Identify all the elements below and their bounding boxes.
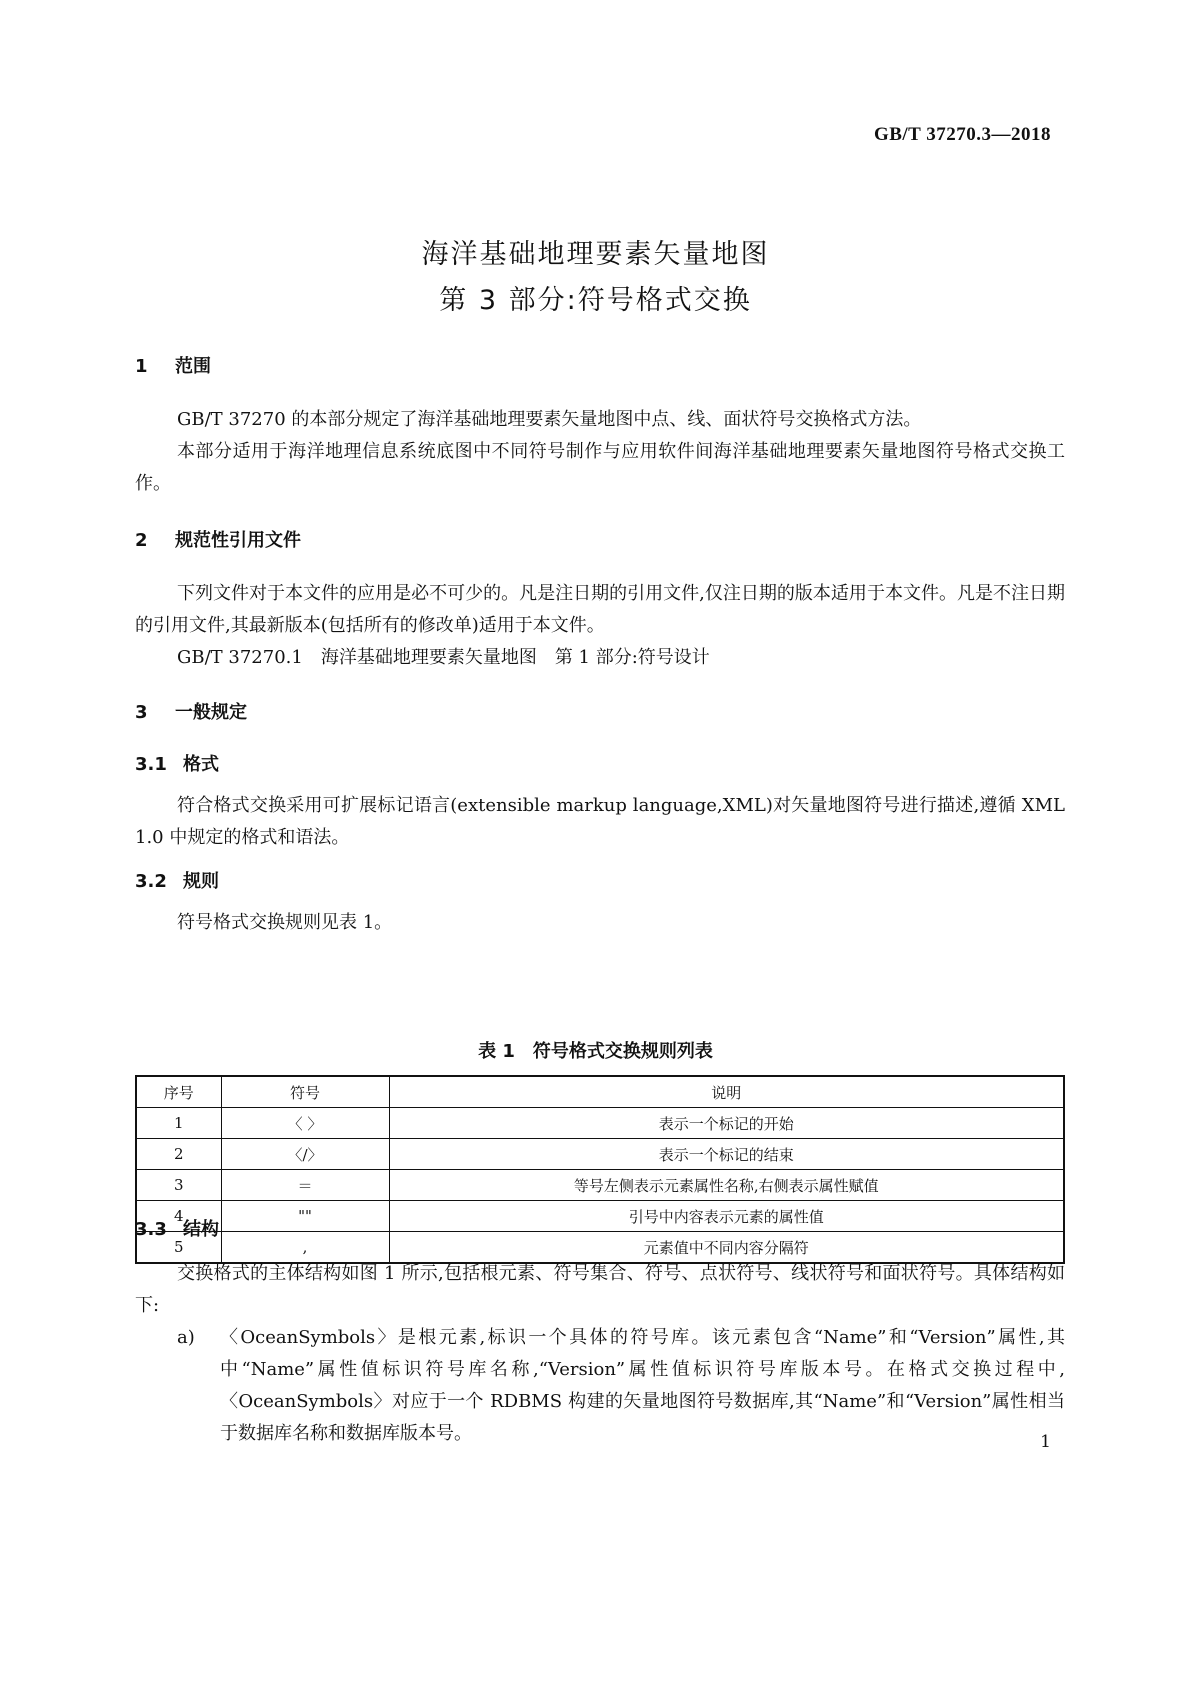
section-3-1-heading: [135, 750, 219, 776]
table-cell: 1: [136, 1108, 221, 1139]
section-title: 一般规定: [175, 702, 247, 723]
table-cell: 4: [136, 1201, 221, 1232]
rules-table: [135, 1075, 1065, 1264]
section-number: 1: [135, 356, 148, 377]
section-1-paragraph-1: GB/T 37270 的本部分规定了海洋基础地理要素矢量地图中点、线、面状符号交换格式方法。: [177, 409, 922, 430]
section-number: 3.3: [135, 1219, 167, 1240]
document-title: 海洋基础地理要素矢量地图: [421, 239, 770, 270]
section-title: 结构: [183, 1219, 219, 1240]
table-cell: ＝: [221, 1170, 389, 1201]
table-cell: 表示一个标记的结束: [389, 1139, 1064, 1170]
section-3-1-paragraph: 符合格式交换采用可扩展标记语言(extensible markup language,XML)对矢量地图符号进行描述,遵循 XML 1.0 中规定的格式和语法。: [135, 795, 1065, 848]
document-subtitle: 第 3 部分:符号格式交换: [439, 285, 752, 316]
section-1-heading: [135, 352, 211, 378]
section-title: 规则: [183, 871, 219, 892]
list-marker: a): [177, 1327, 195, 1348]
section-2-reference: GB/T 37270.1 海洋基础地理要素矢量地图 第 1 部分:符号设计: [177, 647, 710, 668]
column-header: 序号: [136, 1076, 221, 1108]
list-item-text: 〈OceanSymbols〉是根元素,标识一个具体的符号库。该元素包含“Name”和“Version”属性,其中“Name”属性值标识符号库名称,“Version”属性值标识符号库版本号。在格式交换过程中,〈OceanSymbols〉对应于一个 RDBMS 构建的矢量地图符号数据库,其“Name”和“Version”属性相当于数据库名称和数据库版本号。: [220, 1327, 1065, 1444]
section-3-2-paragraph: 符号格式交换规则见表 1。: [177, 912, 393, 933]
section-3-3-heading: [135, 1215, 219, 1241]
section-1-paragraph-2: 本部分适用于海洋地理信息系统底图中不同符号制作与应用软件间海洋基础地理要素矢量地图符号格式交换工作。: [135, 441, 1065, 494]
column-header: 说明: [389, 1076, 1064, 1108]
table-cell: 表示一个标记的开始: [389, 1108, 1064, 1139]
table-row: [136, 1108, 1064, 1139]
table-cell: 2: [136, 1139, 221, 1170]
section-number: 3: [135, 702, 148, 723]
table-caption: 表 1 符号格式交换规则列表: [478, 1041, 713, 1062]
list-item: [135, 1322, 1065, 1450]
table-cell: 3: [136, 1170, 221, 1201]
column-header: 符号: [221, 1076, 389, 1108]
page-number: 1: [1040, 1432, 1051, 1452]
table-cell: ,: [221, 1232, 389, 1264]
table-cell: 引号中内容表示元素的属性值: [389, 1201, 1064, 1232]
table-header-row: [136, 1076, 1064, 1108]
section-title: 范围: [175, 356, 211, 377]
section-number: 3.1: [135, 754, 167, 775]
table-cell: 〈 〉: [221, 1108, 389, 1139]
section-3-3-paragraph: 交换格式的主体结构如图 1 所示,包括根元素、符号集合、符号、点状符号、线状符号和面状符号。具体结构如下:: [135, 1263, 1065, 1316]
table-cell: "": [221, 1201, 389, 1232]
section-2-paragraph-1: 下列文件对于本文件的应用是必不可少的。凡是注日期的引用文件,仅注日期的版本适用于本文件。凡是不注日期的引用文件,其最新版本(包括所有的修改单)适用于本文件。: [135, 583, 1065, 636]
section-number: 3.2: [135, 871, 167, 892]
section-number: 2: [135, 530, 148, 551]
table-row: [136, 1170, 1064, 1201]
table-row: [136, 1139, 1064, 1170]
document-code: GB/T 37270.3—2018: [873, 124, 1051, 145]
table-cell: 5: [136, 1232, 221, 1264]
table-cell: 元素值中不同内容分隔符: [389, 1232, 1064, 1264]
table-row: [136, 1201, 1064, 1232]
table-cell: 等号左侧表示元素属性名称,右侧表示属性赋值: [389, 1170, 1064, 1201]
section-2-heading: [135, 526, 301, 552]
section-3-heading: [135, 698, 247, 724]
section-3-2-heading: [135, 867, 219, 893]
section-title: 规范性引用文件: [175, 530, 301, 551]
table-cell: 〈/〉: [221, 1139, 389, 1170]
section-title: 格式: [183, 754, 219, 775]
